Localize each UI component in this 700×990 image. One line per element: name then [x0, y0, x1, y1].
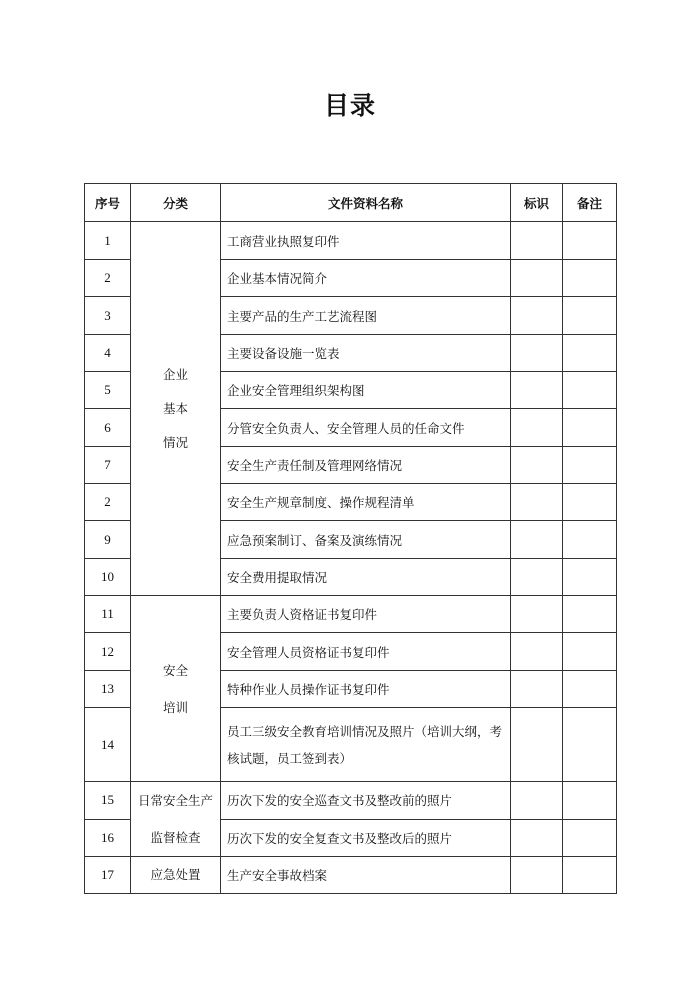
- remark-cell: [563, 222, 617, 260]
- header-category: 分类: [131, 184, 221, 222]
- mark-cell: [511, 335, 563, 372]
- document-name: 历次下发的安全巡查文书及整改前的照片: [221, 782, 511, 820]
- document-name: 分管安全负责人、安全管理人员的任命文件: [221, 409, 511, 447]
- mark-cell: [511, 409, 563, 447]
- table-row: [85, 596, 617, 633]
- document-name: 员工三级安全教育培训情况及照片（培训大纲，考核试题，员工签到表）: [221, 708, 511, 782]
- document-name: 主要负责人资格证书复印件: [221, 596, 511, 633]
- mark-cell: [511, 633, 563, 671]
- document-name: 企业基本情况简介: [221, 260, 511, 297]
- row-number: 12: [85, 633, 131, 671]
- remark-cell: [563, 819, 617, 857]
- category-line: 基本: [162, 400, 188, 416]
- remark-cell: [563, 521, 617, 559]
- row-number: 2: [85, 260, 131, 297]
- row-number: 5: [85, 372, 131, 409]
- row-number: 7: [85, 447, 131, 484]
- document-name: 安全生产责任制及管理网络情况: [221, 447, 511, 484]
- remark-cell: [563, 671, 617, 708]
- category-line: 企业: [162, 366, 188, 382]
- row-number: 14: [85, 708, 131, 782]
- table-row: [85, 782, 617, 820]
- header-name: 文件资料名称: [221, 184, 511, 222]
- mark-cell: [511, 260, 563, 297]
- remark-cell: [563, 372, 617, 409]
- remark-cell: [563, 596, 617, 633]
- header-no: 序号: [85, 184, 131, 222]
- mark-cell: [511, 857, 563, 894]
- header-row: [85, 184, 617, 222]
- mark-cell: [511, 559, 563, 596]
- remark-cell: [563, 260, 617, 297]
- category-supervision: [131, 782, 221, 857]
- document-name: 安全费用提取情况: [221, 559, 511, 596]
- mark-cell: [511, 521, 563, 559]
- mark-cell: [511, 819, 563, 857]
- document-name: 安全管理人员资格证书复印件: [221, 633, 511, 671]
- remark-cell: [563, 708, 617, 782]
- remark-cell: [563, 633, 617, 671]
- row-number: 9: [85, 521, 131, 559]
- category-line: 日常安全生产: [137, 793, 213, 808]
- document-name: 特种作业人员操作证书复印件: [221, 671, 511, 708]
- mark-cell: [511, 596, 563, 633]
- mark-cell: [511, 671, 563, 708]
- category-emergency: 应急处置: [131, 857, 221, 894]
- header-remark: 备注: [563, 184, 617, 222]
- mark-cell: [511, 297, 563, 335]
- row-number: 3: [85, 297, 131, 335]
- row-number: 13: [85, 671, 131, 708]
- toc-table: [84, 183, 617, 894]
- category-line: 监督检查: [150, 830, 201, 845]
- document-name: 安全生产规章制度、操作规程清单: [221, 484, 511, 521]
- row-number: 4: [85, 335, 131, 372]
- remark-cell: [563, 782, 617, 820]
- row-number: 1: [85, 222, 131, 260]
- row-number: 16: [85, 819, 131, 857]
- mark-cell: [511, 372, 563, 409]
- mark-cell: [511, 708, 563, 782]
- document-name: 主要产品的生产工艺流程图: [221, 297, 511, 335]
- document-name: 生产安全事故档案: [221, 857, 511, 894]
- category-basic: [131, 222, 221, 596]
- remark-cell: [563, 559, 617, 596]
- remark-cell: [563, 447, 617, 484]
- category-line: 培训: [162, 699, 188, 715]
- mark-cell: [511, 447, 563, 484]
- remark-cell: [563, 409, 617, 447]
- document-name: 企业安全管理组织架构图: [221, 372, 511, 409]
- mark-cell: [511, 222, 563, 260]
- remark-cell: [563, 297, 617, 335]
- row-number: 11: [85, 596, 131, 633]
- row-number: 2: [85, 484, 131, 521]
- document-name: 工商营业执照复印件: [221, 222, 511, 260]
- table-row: [85, 857, 617, 894]
- row-number: 6: [85, 409, 131, 447]
- row-number: 10: [85, 559, 131, 596]
- header-mark: 标识: [511, 184, 563, 222]
- remark-cell: [563, 857, 617, 894]
- category-line: 安全: [162, 662, 188, 678]
- document-name: 历次下发的安全复查文书及整改后的照片: [221, 819, 511, 857]
- remark-cell: [563, 335, 617, 372]
- row-number: 17: [85, 857, 131, 894]
- page-title: 目录: [323, 91, 376, 120]
- document-name: 应急预案制订、备案及演练情况: [221, 521, 511, 559]
- remark-cell: [563, 484, 617, 521]
- table-row: [85, 222, 617, 260]
- document-name: 主要设备设施一览表: [221, 335, 511, 372]
- mark-cell: [511, 484, 563, 521]
- mark-cell: [511, 782, 563, 820]
- category-line: 情况: [162, 434, 188, 450]
- row-number: 15: [85, 782, 131, 820]
- category-training: [131, 596, 221, 782]
